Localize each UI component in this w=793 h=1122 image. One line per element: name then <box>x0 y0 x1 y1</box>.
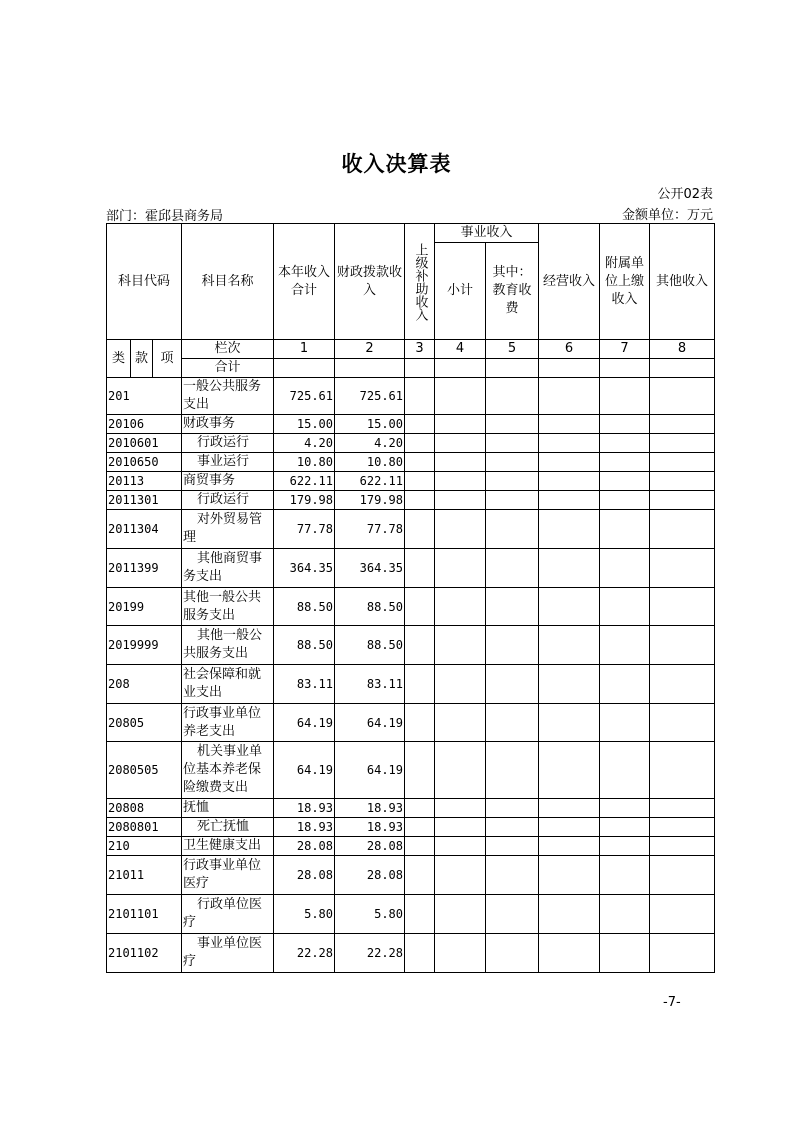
row-fiscal: 15.00 <box>335 415 405 434</box>
row-fiscal: 88.50 <box>335 588 405 626</box>
row-empty-cell <box>650 856 715 895</box>
table-row <box>107 588 715 626</box>
header-name: 科目名称 <box>182 224 274 340</box>
row-name: 其他商贸事务支出 <box>182 549 274 588</box>
unit-label: 金额单位：万元 <box>621 208 713 223</box>
sum-cell <box>539 359 600 378</box>
row-empty-cell <box>650 704 715 742</box>
row-total: 622.11 <box>274 472 335 491</box>
row-empty-cell <box>600 626 650 665</box>
row-code: 210 <box>107 837 182 856</box>
row-empty-cell <box>600 472 650 491</box>
header-affiliated: 附属单位上缴收入 <box>600 224 650 340</box>
row-empty-cell <box>539 510 600 549</box>
row-empty-cell <box>539 626 600 665</box>
header-upper-text: 上级补助收入 <box>412 242 428 321</box>
col-label: 栏次 <box>182 340 274 359</box>
row-empty-cell <box>405 934 435 973</box>
table-body <box>107 378 715 973</box>
row-empty-cell <box>435 856 486 895</box>
row-fiscal: 18.93 <box>335 799 405 818</box>
row-empty-cell <box>650 588 715 626</box>
row-empty-cell <box>600 742 650 799</box>
table-row <box>107 799 715 818</box>
row-name: 抚恤 <box>182 799 274 818</box>
row-empty-cell <box>405 837 435 856</box>
row-empty-cell <box>435 626 486 665</box>
row-empty-cell <box>435 799 486 818</box>
row-name: 卫生健康支出 <box>182 837 274 856</box>
row-empty-cell <box>435 588 486 626</box>
header-xiang: 项 <box>153 340 182 378</box>
row-empty-cell <box>486 588 539 626</box>
row-empty-cell <box>405 453 435 472</box>
row-empty-cell <box>435 453 486 472</box>
sum-cell <box>335 359 405 378</box>
row-fiscal: 18.93 <box>335 818 405 837</box>
row-empty-cell <box>600 453 650 472</box>
header-lei: 类 <box>107 340 131 378</box>
row-empty-cell <box>435 704 486 742</box>
row-empty-cell <box>600 378 650 415</box>
row-empty-cell <box>405 549 435 588</box>
row-fiscal: 622.11 <box>335 472 405 491</box>
row-empty-cell <box>539 742 600 799</box>
header-fiscal <box>335 224 405 340</box>
table-row <box>107 626 715 665</box>
row-empty-cell <box>539 856 600 895</box>
row-fiscal: 77.78 <box>335 510 405 549</box>
header-total <box>274 224 335 340</box>
row-empty-cell <box>435 415 486 434</box>
table-row <box>107 415 715 434</box>
row-total: 364.35 <box>274 549 335 588</box>
table-row <box>107 704 715 742</box>
row-fiscal: 5.80 <box>335 895 405 934</box>
row-code: 2010650 <box>107 453 182 472</box>
row-empty-cell <box>405 818 435 837</box>
row-fiscal: 28.08 <box>335 856 405 895</box>
page-number: -7- <box>663 995 681 1010</box>
row-empty-cell <box>405 434 435 453</box>
row-empty-cell <box>600 799 650 818</box>
table-row <box>107 665 715 704</box>
table-row <box>107 510 715 549</box>
row-empty-cell <box>435 934 486 973</box>
row-total: 15.00 <box>274 415 335 434</box>
row-empty-cell <box>435 472 486 491</box>
row-empty-cell <box>650 453 715 472</box>
row-empty-cell <box>650 549 715 588</box>
row-name: 事业单位医疗 <box>182 934 274 973</box>
row-empty-cell <box>405 665 435 704</box>
row-empty-cell <box>405 510 435 549</box>
row-empty-cell <box>486 704 539 742</box>
row-empty-cell <box>600 549 650 588</box>
row-name: 财政事务 <box>182 415 274 434</box>
row-total: 28.08 <box>274 837 335 856</box>
row-total: 88.50 <box>274 588 335 626</box>
row-fiscal: 83.11 <box>335 665 405 704</box>
row-empty-cell <box>486 818 539 837</box>
row-code: 21011 <box>107 856 182 895</box>
row-empty-cell <box>486 799 539 818</box>
header-total-text: 本年收入合计 <box>277 264 330 298</box>
row-code: 20113 <box>107 472 182 491</box>
row-code: 2010601 <box>107 434 182 453</box>
row-empty-cell <box>486 837 539 856</box>
row-empty-cell <box>539 704 600 742</box>
sum-cell <box>600 359 650 378</box>
row-empty-cell <box>600 510 650 549</box>
row-total: 18.93 <box>274 818 335 837</box>
row-empty-cell <box>600 934 650 973</box>
row-name: 事业运行 <box>182 453 274 472</box>
row-name: 机关事业单位基本养老保险缴费支出 <box>182 742 274 799</box>
row-empty-cell <box>650 472 715 491</box>
row-empty-cell <box>600 415 650 434</box>
row-empty-cell <box>405 378 435 415</box>
row-code: 20199 <box>107 588 182 626</box>
row-total: 179.98 <box>274 491 335 510</box>
row-empty-cell <box>600 895 650 934</box>
row-empty-cell <box>486 491 539 510</box>
col-num-5: 5 <box>486 340 539 359</box>
row-code: 208 <box>107 665 182 704</box>
row-name: 行政单位医疗 <box>182 895 274 934</box>
row-empty-cell <box>539 588 600 626</box>
row-code: 2080505 <box>107 742 182 799</box>
header-kuan: 款 <box>131 340 153 378</box>
row-total: 64.19 <box>274 704 335 742</box>
row-empty-cell <box>435 742 486 799</box>
row-empty-cell <box>539 665 600 704</box>
sum-cell <box>650 359 715 378</box>
row-total: 18.93 <box>274 799 335 818</box>
row-empty-cell <box>435 434 486 453</box>
row-empty-cell <box>405 626 435 665</box>
row-empty-cell <box>435 549 486 588</box>
row-empty-cell <box>486 934 539 973</box>
row-empty-cell <box>539 549 600 588</box>
row-total: 10.80 <box>274 453 335 472</box>
row-fiscal: 64.19 <box>335 704 405 742</box>
row-empty-cell <box>600 837 650 856</box>
row-empty-cell <box>539 837 600 856</box>
row-code: 201 <box>107 378 182 415</box>
row-empty-cell <box>405 472 435 491</box>
row-empty-cell <box>539 434 600 453</box>
row-empty-cell <box>650 837 715 856</box>
row-total: 28.08 <box>274 856 335 895</box>
col-num-6: 6 <box>539 340 600 359</box>
row-empty-cell <box>600 434 650 453</box>
table-row <box>107 378 715 415</box>
col-num-7: 7 <box>600 340 650 359</box>
table-row <box>107 742 715 799</box>
row-empty-cell <box>486 895 539 934</box>
row-empty-cell <box>435 665 486 704</box>
row-total: 4.20 <box>274 434 335 453</box>
table-row <box>107 549 715 588</box>
row-empty-cell <box>600 491 650 510</box>
row-empty-cell <box>539 818 600 837</box>
row-fiscal: 4.20 <box>335 434 405 453</box>
row-code: 20808 <box>107 799 182 818</box>
row-name: 行政运行 <box>182 434 274 453</box>
row-empty-cell <box>600 856 650 895</box>
row-empty-cell <box>650 818 715 837</box>
header-operating: 经营收入 <box>539 224 600 340</box>
col-num-3: 3 <box>405 340 435 359</box>
row-empty-cell <box>539 472 600 491</box>
row-code: 2101102 <box>107 934 182 973</box>
row-total: 22.28 <box>274 934 335 973</box>
header-career: 事业收入 <box>435 224 539 243</box>
row-empty-cell <box>486 415 539 434</box>
row-empty-cell <box>486 510 539 549</box>
row-name: 对外贸易管理 <box>182 510 274 549</box>
col-num-8: 8 <box>650 340 715 359</box>
row-total: 64.19 <box>274 742 335 799</box>
row-empty-cell <box>486 665 539 704</box>
row-code: 2011301 <box>107 491 182 510</box>
row-name: 其他一般公共服务支出 <box>182 626 274 665</box>
table-row <box>107 818 715 837</box>
row-empty-cell <box>486 856 539 895</box>
colnum-row <box>107 340 715 359</box>
table-row <box>107 434 715 453</box>
row-name: 行政运行 <box>182 491 274 510</box>
form-number: 公开02表 <box>657 187 713 202</box>
table-row <box>107 895 715 934</box>
row-fiscal: 64.19 <box>335 742 405 799</box>
row-empty-cell <box>539 799 600 818</box>
row-code: 20106 <box>107 415 182 434</box>
row-total: 88.50 <box>274 626 335 665</box>
col-num-1: 1 <box>274 340 335 359</box>
row-empty-cell <box>405 704 435 742</box>
row-empty-cell <box>486 626 539 665</box>
row-empty-cell <box>405 799 435 818</box>
row-code: 2011399 <box>107 549 182 588</box>
row-empty-cell <box>650 434 715 453</box>
income-table <box>106 223 715 973</box>
table-row <box>107 472 715 491</box>
row-empty-cell <box>405 415 435 434</box>
col-num-2: 2 <box>335 340 405 359</box>
row-code: 2019999 <box>107 626 182 665</box>
header-row-1 <box>107 224 715 243</box>
row-name: 行政事业单位医疗 <box>182 856 274 895</box>
row-empty-cell <box>486 472 539 491</box>
row-fiscal: 22.28 <box>335 934 405 973</box>
table-row <box>107 856 715 895</box>
row-empty-cell <box>486 742 539 799</box>
row-empty-cell <box>405 588 435 626</box>
row-empty-cell <box>435 818 486 837</box>
sum-cell <box>274 359 335 378</box>
sum-cell <box>405 359 435 378</box>
row-empty-cell <box>405 491 435 510</box>
row-empty-cell <box>650 895 715 934</box>
row-fiscal: 179.98 <box>335 491 405 510</box>
row-fiscal: 28.08 <box>335 837 405 856</box>
row-empty-cell <box>539 453 600 472</box>
row-name: 商贸事务 <box>182 472 274 491</box>
row-name: 行政事业单位养老支出 <box>182 704 274 742</box>
row-empty-cell <box>405 742 435 799</box>
row-empty-cell <box>405 895 435 934</box>
row-total: 77.78 <box>274 510 335 549</box>
row-empty-cell <box>600 665 650 704</box>
row-fiscal: 88.50 <box>335 626 405 665</box>
header-subtotal: 小计 <box>435 243 486 340</box>
row-code: 2080801 <box>107 818 182 837</box>
header-other: 其他收入 <box>650 224 715 340</box>
header-code: 科目代码 <box>107 224 182 340</box>
row-total: 725.61 <box>274 378 335 415</box>
row-name: 其他一般公共服务支出 <box>182 588 274 626</box>
row-empty-cell <box>650 665 715 704</box>
row-empty-cell <box>650 415 715 434</box>
row-empty-cell <box>539 895 600 934</box>
row-empty-cell <box>539 491 600 510</box>
row-name: 社会保障和就业支出 <box>182 665 274 704</box>
table-row <box>107 837 715 856</box>
row-empty-cell <box>650 378 715 415</box>
row-empty-cell <box>650 742 715 799</box>
row-empty-cell <box>435 895 486 934</box>
row-empty-cell <box>650 491 715 510</box>
row-empty-cell <box>486 549 539 588</box>
row-empty-cell <box>650 934 715 973</box>
row-fiscal: 10.80 <box>335 453 405 472</box>
table-row <box>107 934 715 973</box>
sum-label: 合计 <box>182 359 274 378</box>
table-row <box>107 491 715 510</box>
row-empty-cell <box>600 818 650 837</box>
row-total: 5.80 <box>274 895 335 934</box>
header-edu: 其中：教育收费 <box>486 243 539 340</box>
row-fiscal: 364.35 <box>335 549 405 588</box>
row-empty-cell <box>435 378 486 415</box>
row-empty-cell <box>435 491 486 510</box>
row-name: 一般公共服务支出 <box>182 378 274 415</box>
sum-cell <box>486 359 539 378</box>
row-empty-cell <box>405 856 435 895</box>
row-code: 2011304 <box>107 510 182 549</box>
row-empty-cell <box>650 626 715 665</box>
header-upper <box>405 224 435 340</box>
row-empty-cell <box>435 510 486 549</box>
sum-row <box>107 359 715 378</box>
row-empty-cell <box>539 415 600 434</box>
row-empty-cell <box>650 510 715 549</box>
row-name: 死亡抚恤 <box>182 818 274 837</box>
row-empty-cell <box>600 588 650 626</box>
row-total: 83.11 <box>274 665 335 704</box>
row-code: 2101101 <box>107 895 182 934</box>
row-fiscal: 725.61 <box>335 378 405 415</box>
row-empty-cell <box>486 453 539 472</box>
row-empty-cell <box>650 799 715 818</box>
department-label: 部门：霍邱县商务局 <box>106 209 224 224</box>
header-fiscal-text: 财政拨款收入 <box>336 264 402 298</box>
row-empty-cell <box>600 704 650 742</box>
row-empty-cell <box>486 378 539 415</box>
row-empty-cell <box>486 434 539 453</box>
row-empty-cell <box>435 837 486 856</box>
col-num-4: 4 <box>435 340 486 359</box>
row-code: 20805 <box>107 704 182 742</box>
row-empty-cell <box>539 378 600 415</box>
sum-cell <box>435 359 486 378</box>
row-empty-cell <box>539 934 600 973</box>
page-title: 收入决算表 <box>341 152 452 176</box>
table-row <box>107 453 715 472</box>
